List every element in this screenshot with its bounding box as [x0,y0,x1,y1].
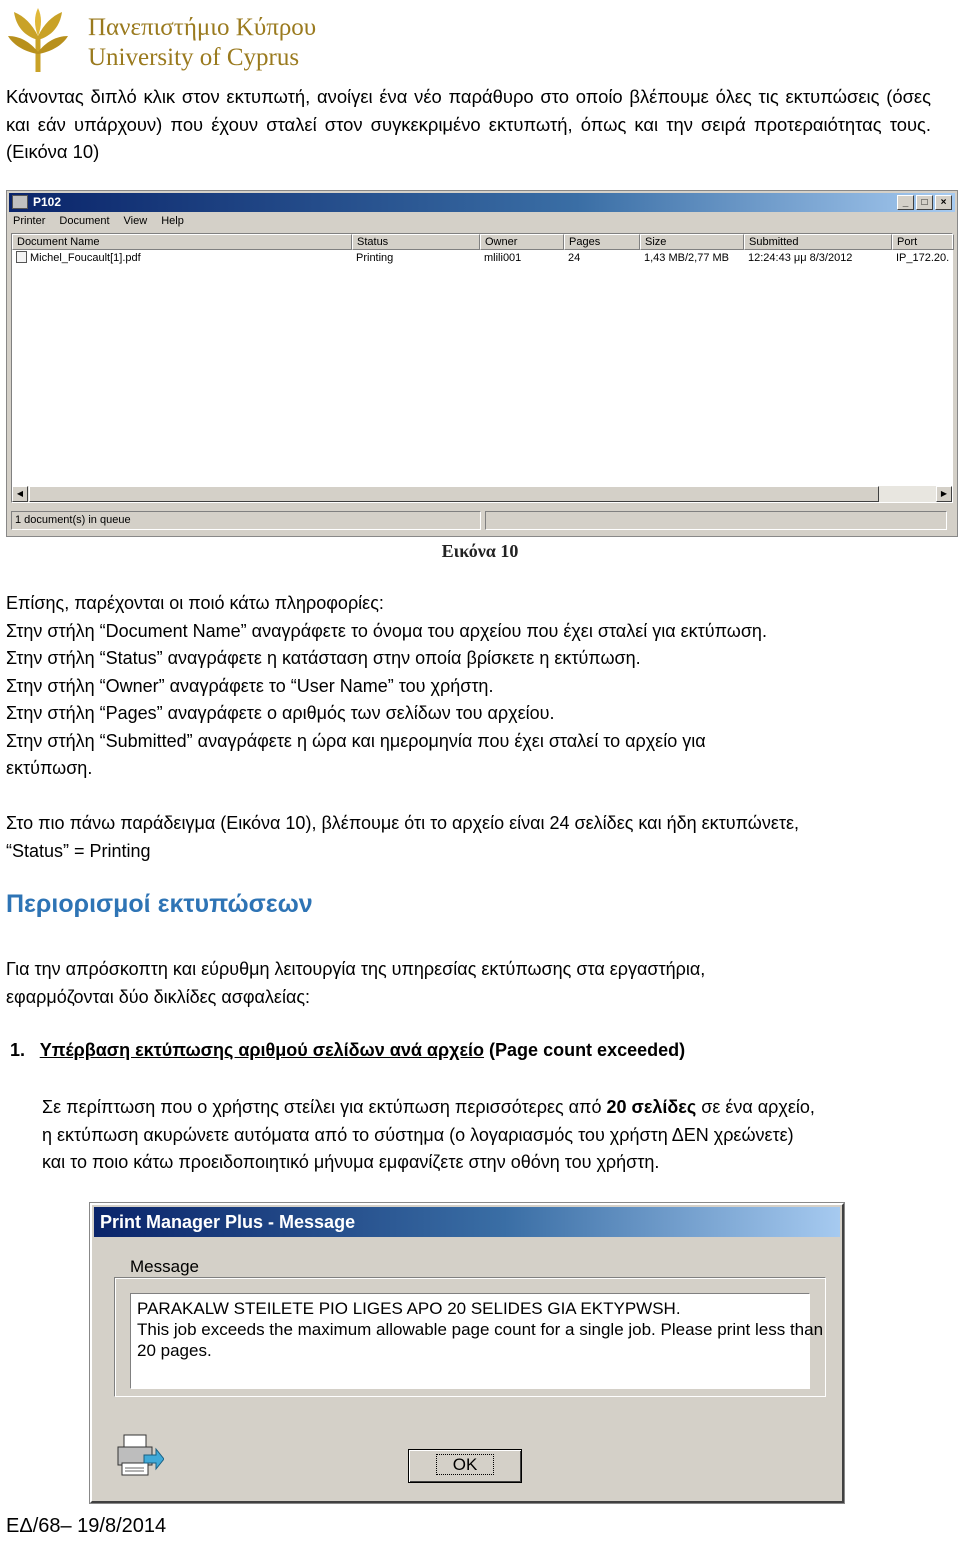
info-line: Στην στήλη “Status” αναγράφετε η κατάσταση στην οποία βρίσκετε η εκτύπωση. [6,648,641,668]
column-pages[interactable]: Pages [564,234,640,250]
info-line: Επίσης, παρέχονται οι ποιό κάτω πληροφορίες: [6,593,384,613]
item-text-line-3: και το ποιο κάτω προειδοποιητικό μήνυμα εμφανίζετε στην οθόνη του χρήστη. [42,1152,660,1172]
list-header [12,234,952,250]
dialog-title-bar [94,1207,840,1237]
window-title-bar [9,193,955,212]
message-text: PARAKALW STEILETE PIO LIGES APO 20 SELIDES GIA EKTYPWSH. This job exceeds the maximum allowable page count for a single job. Please print less than 20 pages. [130,1293,810,1389]
table-row[interactable] [12,251,952,266]
cell-port: IP_172.20. [896,252,950,264]
info-line: Στην στήλη “Pages” αναγράφετε ο αριθμός των σελίδων του αρχείου. [6,703,555,723]
section-heading: Περιορισμοί εκτυπώσεων [6,890,313,918]
column-port[interactable]: Port [892,234,954,250]
rules-line: εφαρμόζονται δύο δικλίδες ασφαλείας: [6,986,311,1007]
info-line: εκτύπωση. [6,758,93,778]
column-document-name[interactable]: Document Name [12,234,352,250]
menu-help[interactable]: Help [161,215,184,227]
rules-line: Για την απρόσκοπτη και εύρυθμη λειτουργία της υπηρεσίας εκτύπωσης στα εργαστήρια, [6,959,706,979]
intro-paragraph: Κάνοντας διπλό κλικ στον εκτυπωτή, ανοίγει ένα νέο παράθυρο στο οποίο βλέπουμε όλες τις εκτυπώσεις (όσες και εάν υπάρχουν) που έχουν σταλεί στον συγκεκριμένο εκτυπωτή, όπως και την σειρά προτεραιότητας τους. (Εικόνα 10) [6,86,931,162]
example-line: “Status” = Printing [6,840,151,861]
horizontal-scrollbar[interactable] [12,486,952,502]
scroll-right-icon[interactable]: ▶ [936,486,952,502]
page-limit: 20 σελίδες [606,1097,697,1117]
cell-status: Printing [356,252,394,264]
item-number: 1. [10,1040,26,1060]
example-line: Στο πιο πάνω παράδειγμα (Εικόνα 10), βλέπουμε ότι το αρχείο είναι 24 σελίδες και ήδη εκτυπώνετε, [6,813,799,833]
ok-button[interactable]: OK [408,1449,522,1483]
info-line: Στην στήλη “Owner” αναγράφετε το “User Name” του χρήστη. [6,675,494,696]
cell-size: 1,43 MB/2,77 MB [644,252,729,264]
printer-icon [12,195,28,209]
cell-document-name: Michel_Foucault[1].pdf [12,251,352,266]
cell-submitted: 12:24:43 μμ 8/3/2012 [748,252,853,264]
figure-caption: Εικόνα 10 [441,541,519,561]
status-bar [11,511,953,531]
cell-pages: 24 [568,252,581,264]
item-text-line-1: Σε περίπτωση που ο χρήστης στείλει για εκτύπωση περισσότερες από 20 σελίδες σε ένα αρχείο, [42,1097,815,1117]
tree-emblem-icon [4,6,72,74]
menu-bar [13,215,184,227]
column-size[interactable]: Size [640,234,744,250]
scroll-left-icon[interactable]: ◀ [12,486,28,502]
message-group-label: Message [126,1257,203,1277]
minimize-button[interactable]: _ [897,195,914,210]
column-owner[interactable]: Owner [480,234,564,250]
document-icon [16,251,27,263]
info-line: Στην στήλη “Document Name” αναγράφετε το όνομα του αρχείου που έχει σταλεί για εκτύπωση. [6,620,767,641]
close-button[interactable]: × [935,195,952,210]
maximize-button[interactable]: □ [916,195,933,210]
queue-list [11,233,953,503]
status-pane-empty [485,511,947,530]
logo-name-greek: Πανεπιστήμιο Κύπρου [88,14,317,41]
print-manager-dialog [90,1203,844,1503]
printer-arrow-icon [114,1433,164,1481]
item-title: Υπέρβαση εκτύπωσης αριθμού σελίδων ανά αρχείο [39,1040,485,1060]
column-submitted[interactable]: Submitted [744,234,892,250]
item-text-line-2: η εκτύπωση ακυρώνετε αυτόματα από το σύστημα (ο λογαριασμός του χρήστη ΔΕΝ χρεώνετε) [42,1124,794,1145]
university-logo [4,6,334,76]
menu-document[interactable]: Document [59,215,110,227]
queue-count: 1 document(s) in queue [11,511,481,530]
scroll-thumb[interactable] [29,486,879,502]
logo-name-english: University of Cyprus [88,44,300,71]
dialog-title: Print Manager Plus - Message [100,1212,356,1232]
menu-printer[interactable]: Printer [13,215,46,227]
cell-owner: mlili001 [484,252,522,264]
menu-view[interactable]: View [123,215,148,227]
footer-reference: ΕΔ/68– 19/8/2014 [6,1515,167,1537]
numbered-item [10,1040,685,1061]
item-suffix: (Page count exceeded) [489,1040,686,1060]
info-line: Στην στήλη “Submitted” αναγράφετε η ώρα και ημερομηνία που έχει σταλεί το αρχείο για [6,730,706,751]
window-title: P102 [33,195,62,209]
print-queue-window [6,190,958,537]
column-status[interactable]: Status [352,234,480,250]
